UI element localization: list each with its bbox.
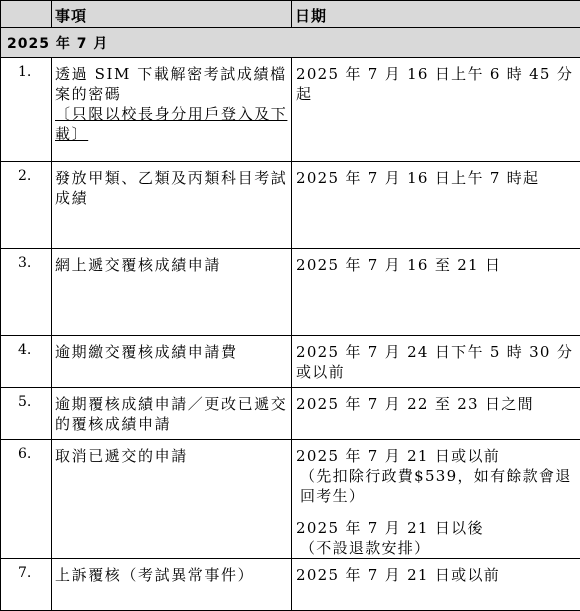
row-item: 逾期繳交覆核成績申請費 [52,336,292,388]
row-item: 發放甲類、乙類及丙類科目考試成績 [52,162,292,249]
row-number: 7. [1,559,52,611]
table-row [1,162,580,249]
header-date: 日期 [292,1,580,28]
row-number: 2. [1,162,52,249]
row-item: 上訴覆核（考試異常事件） [52,559,292,611]
row-item: 網上遞交覆核成績申請 [52,249,292,336]
row-item: 取消已遞交的申請 [52,440,292,559]
table-row [1,336,580,388]
row-date: 2025 年 7 月 21 日或以前 [292,559,580,611]
row-date-secondary-note: （不設退款安排） [296,538,579,558]
row-date: 2025 年 7 月 22 至 23 日之間 [292,388,580,440]
row-date-secondary: 2025 年 7 月 21 日以後 [296,518,579,538]
row-number: 4. [1,336,52,388]
header-num-cell [1,1,52,28]
table-row [1,249,580,336]
row-item-note: 〔只限以校長身分用戶登入及下載〕 [55,104,289,144]
table-row [1,58,580,162]
row-date [292,440,580,559]
row-date: 2025 年 7 月 24 日下午 5 時 30 分或以前 [292,336,580,388]
table-row [1,559,580,611]
table-header-row [1,1,580,28]
row-date-primary: 2025 年 7 月 21 日或以前 [296,446,579,466]
row-date: 2025 年 7 月 16 日上午 7 時起 [292,162,580,249]
month-label: 2025 年 7 月 [1,28,580,58]
header-item: 事項 [52,1,292,28]
table-row [1,440,580,559]
month-row [1,28,580,58]
row-number: 6. [1,440,52,559]
row-number: 1. [1,58,52,162]
row-date-note: （先扣除行政費$539，如有餘款會退回考生） [296,466,579,506]
row-date: 2025 年 7 月 16 日上午 6 時 45 分起 [292,58,580,162]
row-item-text: 透過 SIM 下載解密考試成績檔案的密碼 [55,64,289,104]
table-row [1,388,580,440]
row-number: 5. [1,388,52,440]
row-item: 逾期覆核成績申請／更改已遞交的覆核成績申請 [52,388,292,440]
row-item [52,58,292,162]
row-date: 2025 年 7 月 16 至 21 日 [292,249,580,336]
row-number: 3. [1,249,52,336]
